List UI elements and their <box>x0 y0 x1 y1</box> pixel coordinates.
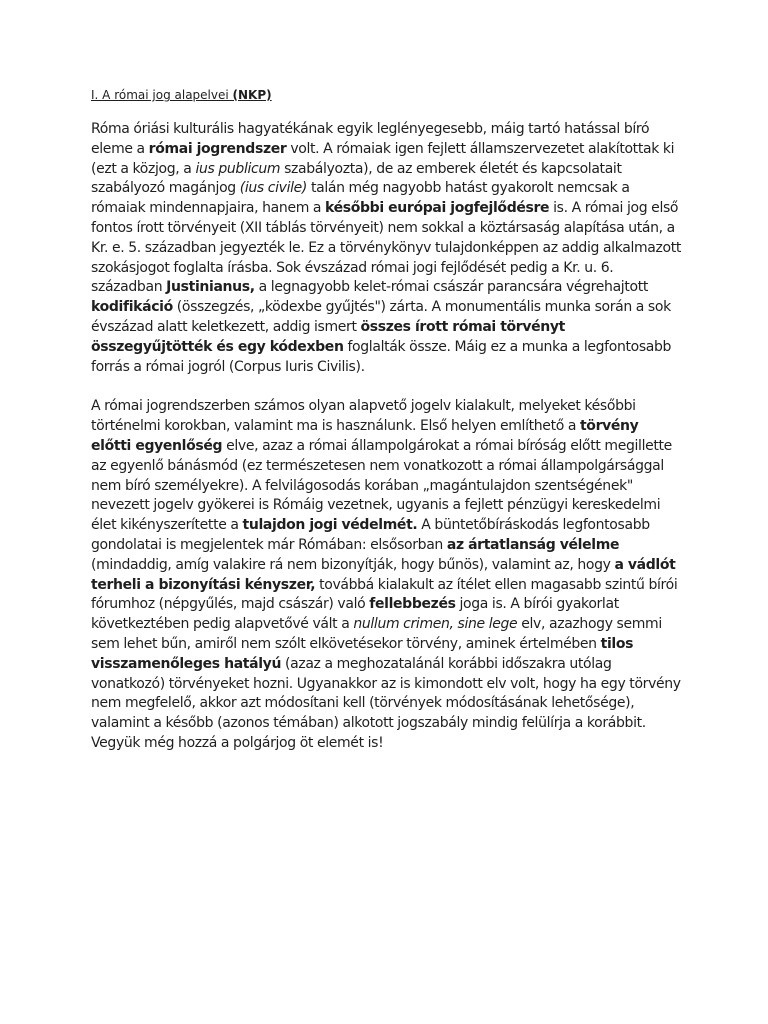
paragraph-1-run: volt. A rómaiak igen fejlett államszervezetet alakítottak ki (ezt a közjog, a <box>91 140 675 177</box>
paragraph-1-run: (összegzés, „ködexbe gyűjtés") zárta. A monumentális munka során a sok évszázad alatt keletkezett, addig ismert <box>91 299 671 335</box>
paragraph-2-run: A büntetőbíráskodás legfontosabb gondolatai is megjelentek már Rómában: elsősorban <box>91 517 650 553</box>
paragraph-2-run: törvény előtti egyenlőség <box>91 418 639 454</box>
paragraph-2-run: elve, azaz a római állampolgárokat a római bíróság előtt megillette az egyenlő bánásmód (ez természetesen nem vonatkozott a római állampolgársággal nem bíró személyekre). A felvilágosodás korában „magántulajdon szentségének" nevezett jogelv gyökerei is Rómáig vezetnek, ugyanis a fejlett pénzügyi kereskedelmi élet kikényszerítette a <box>91 437 672 534</box>
paragraph-1-run: összes írott római törvényt összegyűjtötték és egy kódexben <box>91 318 566 355</box>
paragraph-2-run: továbbá kialakult az ítélet ellen magasabb szintű bírói fórumhoz (népgyűlés, majd császár) való <box>91 576 678 613</box>
paragraph-2-run: (azaz a meghozatalánál korábbi időszakra utólag vonatkozó) törvényeket hozni. Ugyanakkor az is kimondott elv volt, hogy ha egy törvény nem megfelelő, akkor azt módosítani kell (törvények módosításának lehetősége), valamint a később (azonos témában) alkotott jogszabály mindig felülírja a korábbit. Vegyük még hozzá a polgárjog öt elemét is! <box>91 655 681 751</box>
paragraph-2-run: (mindaddig, amíg valakire rá nem bizonyítják, hogy bűnös), valamint az, hogy <box>91 556 615 573</box>
paragraph-2-run: nullum crimen, sine lege <box>353 616 518 633</box>
paragraph-1-run: Justinianus, <box>166 279 255 296</box>
section-heading-tag: (NKP) <box>232 88 272 102</box>
paragraph-2-run: A római jogrendszerben számos olyan alapvető jogelv kialakult, melyeket későbbi történelmi korokban, valamint ma is használunk. Első helyen említhető a <box>91 398 636 435</box>
section-heading <box>91 86 681 104</box>
paragraph-1-run: is. A római jog első fontos írott törvényeit (XII táblás törvényeit) nem sokkal a köztársaság alapítása után, a Kr. e. 5. században jegyezték le. Ez a törvénykönyv tulajdonképpen az addig alkalmazott szokásjogot foglalta írásba. Sok évszázad római jogi fejlődését pedig a Kr. u. 6. században <box>91 200 682 296</box>
paragraph-2-run: fellebbezés <box>369 596 456 613</box>
paragraph-1-run: későbbi európai jogfejlődésre <box>325 200 550 217</box>
paragraph-1-run: római jogrendszer <box>148 140 287 157</box>
document-page <box>91 86 681 774</box>
paragraph-1-run: (ius civile) <box>239 180 308 197</box>
paragraph-1-run: talán még nagyobb hatást gyakorolt nemcsak a rómaiak mindennapjaira, hanem a <box>91 180 630 217</box>
paragraph-1-run: a legnagyobb kelet-római császár parancsára végrehajtott <box>254 279 648 296</box>
paragraph-legal-principles <box>91 397 681 753</box>
paragraph-roman-law-heritage <box>91 120 681 377</box>
paragraph-1-run: szabályozta), de az emberek életét és kapcsolatait szabályozó magánjog <box>91 160 622 197</box>
section-heading-title: I. A római jog alapelvei <box>91 88 233 102</box>
paragraph-2-run: az ártatlanság vélelme <box>446 536 620 553</box>
paragraph-1-run: kodifikáció <box>91 299 173 316</box>
paragraph-2-run: a vádlót terheli a bizonyítási kényszer, <box>91 556 676 593</box>
paragraph-2-run: tilos visszamenőleges hatályú <box>91 635 634 672</box>
paragraph-2-run: elv, azazhogy semmi sem lehet bűn, amiről nem szólt elkövetésekor törvény, aminek értelmében <box>91 616 662 652</box>
paragraph-1-run: Róma óriási kulturális hagyatékának egyik leglényegesebb, máig tartó hatással bíró eleme a <box>91 121 650 157</box>
paragraph-2-run: joga is. A bírói gyakorlat következtében pedig alapvetővé vált a <box>91 596 619 633</box>
paragraph-1-run: ius publicum <box>195 160 281 177</box>
paragraph-1-run: foglalták össze. Máig ez a munka a legfontosabb forrás a római jogról (Corpus Iuris Civilis). <box>91 338 672 375</box>
paragraph-2-run: tulajdon jogi védelmét. <box>242 517 418 534</box>
